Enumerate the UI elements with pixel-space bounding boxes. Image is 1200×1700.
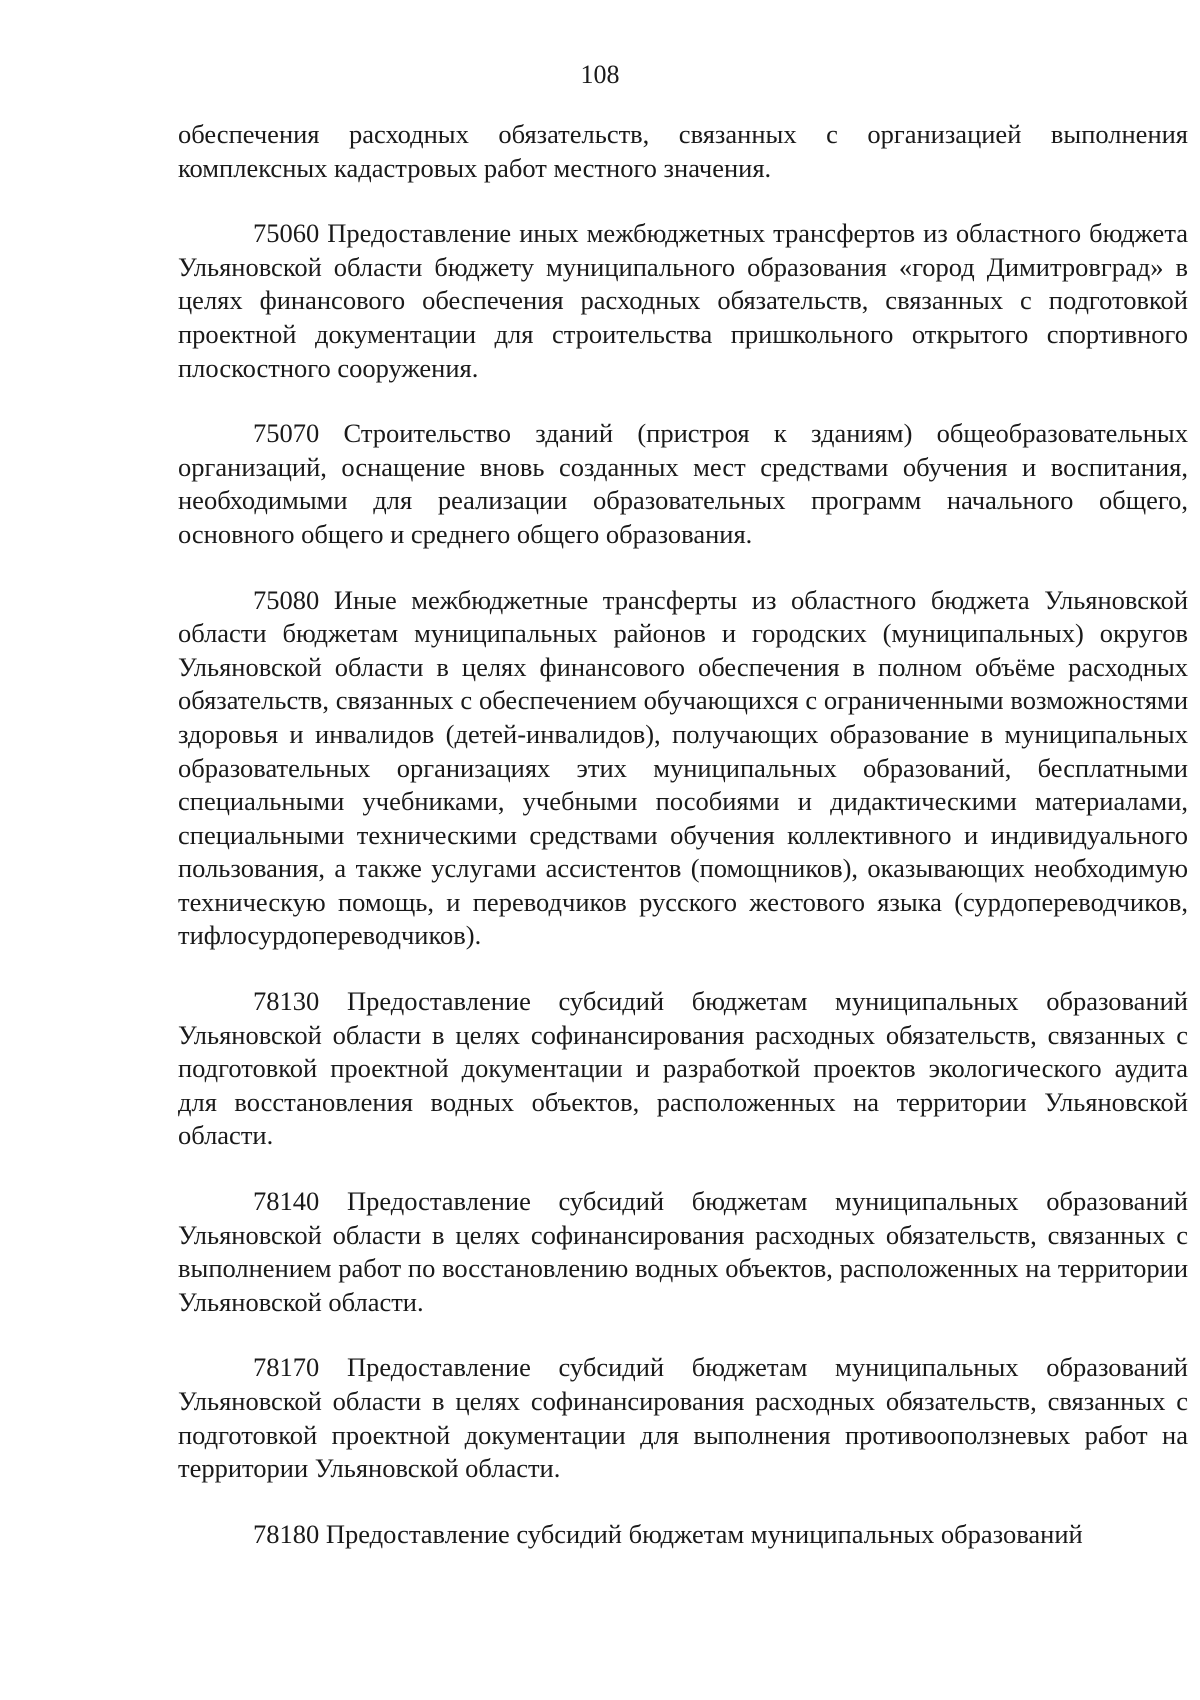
paragraph-78180: 78180 Предоставление субсидий бюджетам муниципальных образований (253, 1518, 1083, 1549)
paragraph-continuation: обеспечения расходных обязательств, связанных с организацией выполнения комплексных кадастровых работ местного значения. (178, 119, 1188, 183)
paragraph-78170: 78170 Предоставление субсидий бюджетам муниципальных образований Ульяновской области в целях софинансирования расходных обязательств, связанных с подготовкой проектной документации для выполнения противооползневых работ на территории Ульяновской области. (178, 1352, 1188, 1484)
paragraph-75070: 75070 Строительство зданий (пристроя к зданиям) общеобразовательных организаций, оснащение вновь созданных мест средствами обучения и воспитания, необходимыми для реализации образовательных программ начального общего, основного общего и среднего общего образования. (178, 418, 1188, 549)
page-number: 108 (580, 60, 620, 89)
paragraph-75080: 75080 Иные межбюджетные трансферты из областного бюджета Ульяновской области бюджетам муниципальных районов и городских (муниципальных) округов Ульяновской области в целях финансового обеспечения в полном объёме расходных обязательств, связанных с обеспечением обучающихся с ограниченными возможностями здоровья и инвалидов (детей-инвалидов), получающих образование в муниципальных образовательных организациях этих муниципальных образований, бесплатными специальными учебниками, учебными пособиями и дидактическими материалами, специальными техническими средствами обучения коллективного и индивидуального пользования, а также услугами ассистентов (помощников), оказывающих необходимую техническую помощь, и переводчиков русского жестового языка (сурдопереводчиков, тифлосурдопереводчиков). (178, 584, 1188, 951)
paragraph-78140: 78140 Предоставление субсидий бюджетам муниципальных образований Ульяновской области в целях софинансирования расходных обязательств, связанных с выполнением работ по восстановлению водных объектов, расположенных на территории Ульяновской области. (178, 1186, 1188, 1317)
paragraph-78130: 78130 Предоставление субсидий бюджетам муниципальных образований Ульяновской области в целях софинансирования расходных обязательств, связанных с подготовкой проектной документации и разработкой проектов экологического аудита для восстановления водных объектов, расположенных на территории Ульяновской области. (178, 986, 1188, 1151)
document-body (178, 118, 1188, 1583)
paragraph-75060: 75060 Предоставление иных межбюджетных трансфертов из областного бюджета Ульяновской области бюджету муниципального образования «город Димитровград» в целях финансового обеспечения расходных обязательств, связанных с подготовкой проектной документации для строительства пришкольного открытого спортивного плоскостного сооружения. (178, 218, 1188, 383)
